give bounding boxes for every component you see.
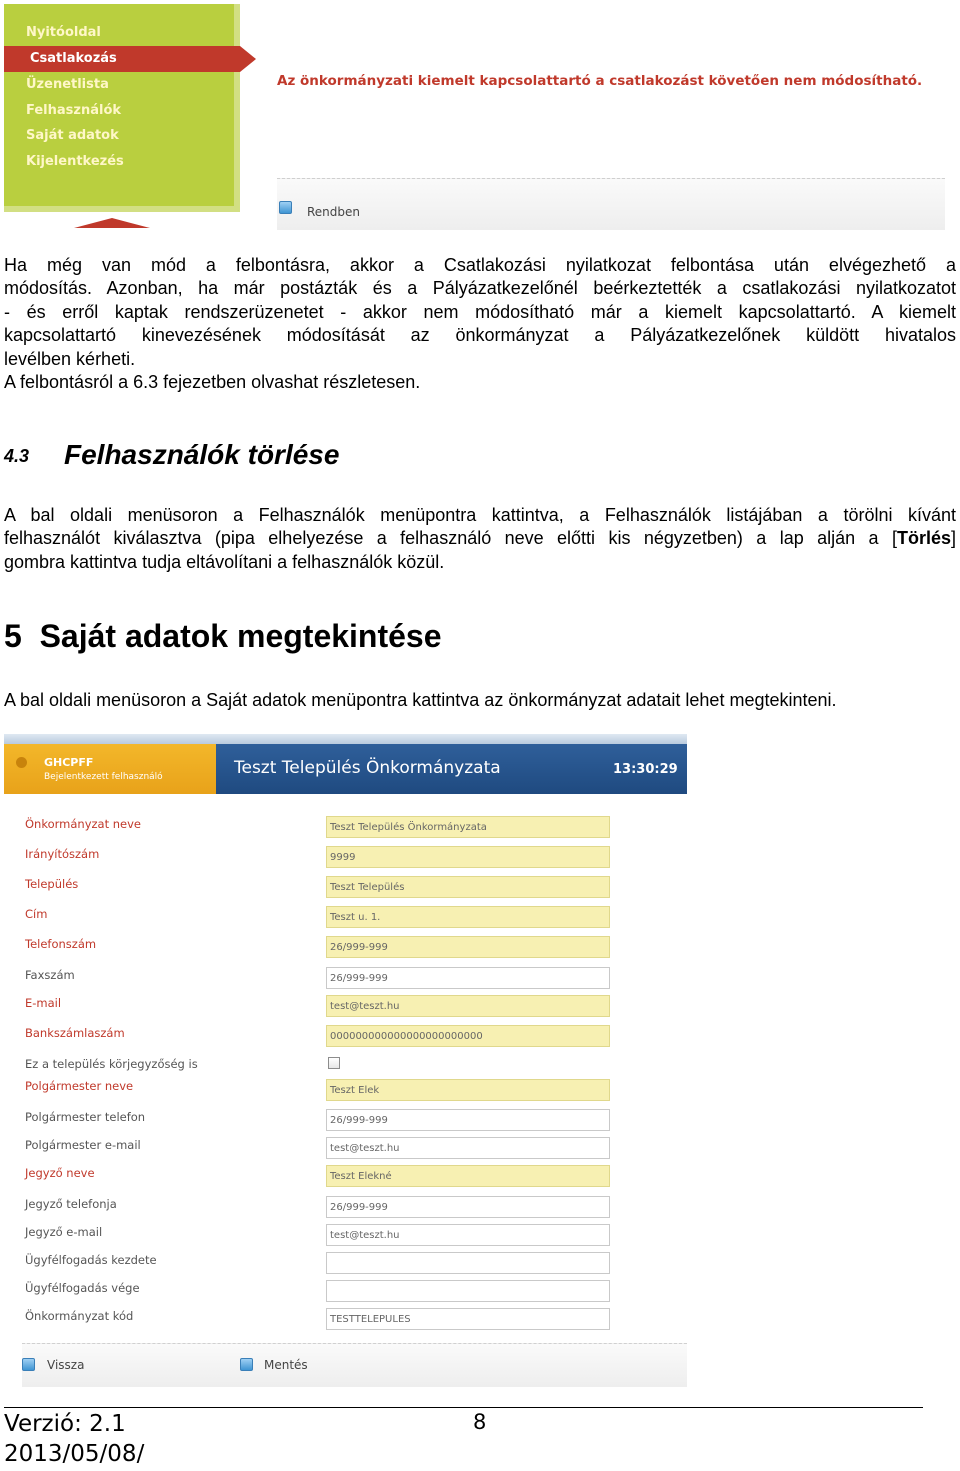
label-email: E-mail	[25, 996, 62, 1010]
bullet-icon	[279, 201, 292, 214]
decorative-peak	[74, 218, 150, 228]
paragraph-line: Ha még van mód a felbontásra, akkor a Csatlakozási nyilatkozat felbontása után elvégezhető a	[4, 255, 956, 275]
text-fragment: ]	[950, 528, 956, 549]
footer-date: 2013/05/08/	[4, 1441, 145, 1467]
error-message: Az önkormányzati kiemelt kapcsolattartó a csatlakozást követően nem módosítható.	[277, 73, 923, 89]
paragraph-line: módosítás. Azonban, ha már postázták és a Pályázatkezelőnél beérkeztették a csatlakozási nyilatkozatot	[4, 278, 956, 299]
paragraph-line: - és erről kaptak rendszerüzenetet - akkor nem módosítható már a kiemelt kapcsolattartó. A kiemelt	[4, 301, 956, 322]
menu-item-logout[interactable]: Kijelentkezés	[26, 154, 124, 169]
field-email[interactable]: test@teszt.hu	[326, 995, 610, 1017]
section-title: Felhasználók törlése	[64, 439, 340, 470]
reference-line: A felbontásról a 6.3 fejezetben olvashat részletesen.	[4, 372, 421, 393]
field-mayor-email[interactable]: test@teszt.hu	[326, 1137, 610, 1159]
field-bank-account[interactable]: 000000000000000000000000	[326, 1025, 610, 1047]
menu-active-arrow	[240, 46, 256, 72]
label-municipality-name: Önkormányzat neve	[25, 817, 141, 831]
field-city[interactable]: Teszt Település	[326, 876, 610, 898]
user-icon	[16, 757, 27, 768]
chapter-number: 5	[4, 618, 22, 654]
field-notary-phone[interactable]: 26/999-999	[326, 1196, 610, 1218]
field-mayor-name[interactable]: Teszt Elek	[326, 1079, 610, 1101]
paragraph-own-data	[4, 689, 956, 712]
chapter-heading	[4, 618, 442, 655]
chapter-title: Saját adatok megtekintése	[39, 618, 442, 654]
field-notary-name[interactable]: Teszt Elekné	[326, 1165, 610, 1187]
field-address[interactable]: Teszt u. 1.	[326, 906, 610, 928]
paragraph-modification	[4, 254, 956, 394]
back-button[interactable]: Vissza	[47, 1358, 85, 1372]
field-fax[interactable]: 26/999-999	[326, 967, 610, 989]
field-municipality-name[interactable]: Teszt Település Önkormányzata	[326, 816, 610, 838]
label-zip: Irányítószám	[25, 847, 100, 861]
paragraph-line: gombra kattintva tudja eltávolítani a felhasználók közül.	[4, 551, 445, 572]
paragraph-line: levélben kérheti.	[4, 348, 136, 369]
label-mayor-email: Polgármester e-mail	[25, 1138, 141, 1152]
delete-button-ref: Törlés	[896, 528, 951, 549]
label-notary-name: Jegyző neve	[25, 1166, 95, 1180]
paragraph-line	[4, 527, 956, 550]
user-code: GHCPFF	[44, 756, 94, 769]
bullet-icon	[22, 1358, 35, 1371]
label-district-notary: Ez a település körjegyzőség is	[25, 1057, 198, 1071]
label-phone: Telefonszám	[25, 937, 97, 951]
paragraph-line: A bal oldali menüsoron a Felhasználók menüpontra kattintva, a Felhasználók listájában a törölni kívánt	[4, 505, 956, 525]
footer-divider	[4, 1407, 923, 1408]
field-phone[interactable]: 26/999-999	[326, 936, 610, 958]
label-office-hours-start: Ügyfélfogadás kezdete	[25, 1253, 157, 1267]
label-notary-email: Jegyző e-mail	[25, 1225, 103, 1239]
menu-item-connect[interactable]: Csatlakozás	[30, 51, 117, 66]
text-fragment: felhasználót kiválasztva (pipa elhelyezése a felhasználó neve előtti kis négyzetben) a lap alján a [	[4, 528, 897, 549]
bullet-icon	[240, 1358, 253, 1371]
label-mayor-name: Polgármester neve	[25, 1079, 134, 1093]
paragraph-line: kapcsolattartó kinevezésének módosítását az önkormányzat a Pályázatkezelőnek küldött hivatalos	[4, 325, 956, 346]
label-notary-phone: Jegyző telefonja	[25, 1197, 117, 1211]
field-office-hours-start[interactable]	[326, 1252, 610, 1274]
label-municipality-code: Önkormányzat kód	[25, 1309, 134, 1323]
label-address: Cím	[25, 907, 48, 921]
save-button[interactable]: Mentés	[264, 1358, 308, 1372]
field-municipality-code[interactable]: TESTTELEPULES	[326, 1308, 610, 1330]
window-top-stripe	[4, 734, 687, 744]
header-title: Teszt Település Önkormányzata	[234, 758, 501, 778]
label-mayor-phone: Polgármester telefon	[25, 1110, 146, 1124]
paragraph-delete-users	[4, 504, 956, 574]
field-mayor-phone[interactable]: 26/999-999	[326, 1109, 610, 1131]
paragraph-line: A bal oldali menüsoron a Saját adatok menüpontra kattintva az önkormányzat adatait lehet megtekinteni.	[4, 690, 837, 710]
menu-item-messages[interactable]: Üzenetlista	[26, 77, 109, 92]
page-number: 8	[473, 1410, 487, 1434]
label-bank-account: Bankszámlaszám	[25, 1026, 125, 1040]
ok-button[interactable]: Rendben	[307, 205, 361, 219]
checkbox-district-notary[interactable]	[328, 1057, 340, 1069]
menu-item-users[interactable]: Felhasználók	[26, 103, 122, 118]
menu-item-home[interactable]: Nyitóoldal	[26, 25, 101, 40]
user-info-box	[4, 744, 216, 794]
user-status: Bejelentkezett felhasználó	[44, 772, 163, 782]
field-zip[interactable]: 9999	[326, 846, 610, 868]
section-number: 4.3	[4, 446, 30, 466]
header-clock: 13:30:29	[613, 762, 678, 777]
form-button-panel	[22, 1343, 687, 1387]
footer-version: Verzió: 2.1	[4, 1411, 126, 1437]
app-header	[216, 744, 687, 794]
button-panel	[277, 178, 945, 230]
field-office-hours-end[interactable]	[326, 1280, 610, 1302]
menu-item-own-data[interactable]: Saját adatok	[26, 128, 119, 143]
label-city: Település	[25, 877, 79, 891]
label-office-hours-end: Ügyfélfogadás vége	[25, 1281, 140, 1295]
label-fax: Faxszám	[25, 968, 75, 982]
field-notary-email[interactable]: test@teszt.hu	[326, 1224, 610, 1246]
